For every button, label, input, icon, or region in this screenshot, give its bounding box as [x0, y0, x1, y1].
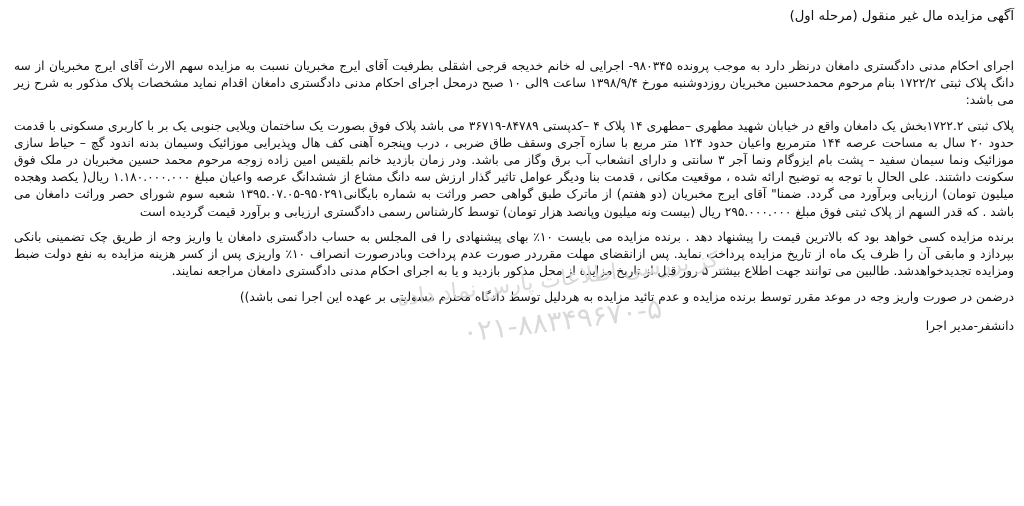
- notice-signature: دانشفر-مدیر اجرا: [925, 318, 1014, 333]
- watermark-text-company: مرکز بررسی اطلاعات پارس نماد داده: [395, 248, 725, 312]
- notice-paragraph-disclaimer: درضمن در صورت واریز وجه در موعد مقرر توسط برنده مزایده و عدم تائید مزایده به هردلیل توسط دادگاه محترم مسولیتی بر عهده این اجرا نمی باشد)): [239, 290, 1014, 305]
- watermark-text-phone: ۰۲۱-۸۸۳۴۹۶۷۰-۵: [460, 291, 664, 349]
- notice-paragraph-property-details: پلاک ثبتی ۱۷۲۲.۲بخش یک دامغان واقع در خیابان شهید مطهری –مطهری ۱۴ پلاک ۴ –کدپستی ۸۴۷۸۹-۳۶۷۱۹ می باشد پلاک فوق بصورت یک ساختمان ویلایی جنوبی یک بر با کاربری مسکونی با قدمت حدود ۲۰ سال به مساحت عرصه ۱۴۴ مترمربع واعیان حدود ۱۲۴ متر مربع با سازه آجری وسقف طاق ضربی ، درب وپنجره آهنی کف هال وپذیرایی موزائیک وسیمان بدنه اندود گچ – حیاط سازی موزائیک ونما سیمان سفید – پشت بام ایزوگام ونما آجر ۳ سانتی و دارای انشعاب آب برق وگاز می باشد. ودر زمان بازدید خانم بلقیس امین زاده زوجه مرحوم محمد حسین مخبریان در ملک فوق سکونت داشتند. علی الحال با توجه به توضیح ارائه شده ، موقعیت مکانی ، قدمت بنا ودیگر عوامل تاثیر گذار ارزش سه دانگ مشاع از ششدانگ عرصه واعیان مبلغ ۱.۱۸۰.۰۰۰.۰۰۰ ریال( یکصد وهجده میلیون تومان) ارزیابی وبرآورد می گردد. ضمنا" آقای ایرج مخبریان (دو هفتم) از ماترک طبق گواهی حصر وراثت به شماره بایگانی۹۵۰۲۹۱-۱۳۹۵.۰۷.۰۵ شعبه سوم شورای حصر وراثت دامغان می باشد . که قدر السهم از پلاک ثبتی فوق مبلغ ۲۹۵.۰۰۰.۰۰۰ ریال (بیست ونه میلیون وپانصد هزار تومان) توسط کارشناس رسمی دادگستری ارزیابی و برآورد قیمت گردیده است: [14, 118, 1014, 219]
- notice-paragraph-auction-terms: برنده مزایده کسی خواهد بود که بالاترین قیمت را پیشنهاد دهد . برنده مزایده می بایست ۱۰٪ بهای پیشنهادی را فی المجلس به حساب دادگستری دامغان یا واریز وجه از طریق چک تضمینی بانکی بپردازد و مابقی آن را ظرف یک ماه از تاریخ مزایده پرداخت نماید. پس ازانقضای مهلت مقرردر صورت عدم پرداخت وبادرصورت انصراف ۱۰٪ واریزی پس از کسر هزینه مزایده به نفع دولت ضبط ومزایده تجدیدخواهدشد. طالبین می توانند جهت اطلاع بیشتر ۵ روز قبل از تاریخ مزایده از محل مذکور بازدید و یا به اجرای احکام مدنی دادگستری دامغان مراجعه نمایند.: [14, 229, 1014, 279]
- notice-title: آگهی مزایده مال غیر منقول (مرحله اول): [789, 9, 1014, 24]
- notice-paragraph-intro: اجرای احکام مدنی دادگستری دامغان درنظر دارد به موجب پرونده ۹۸۰۳۴۵- اجرایی له خانم خدیجه فرجی اشقلی بطرفیت آقای ایرج مخبریان نسبت به مزایده سهم الارث آقای ایرج مخبریان از سه دانگ پلاک ثبتی ۱۷۲۲/۲ بنام مرحوم محمدحسین مخبریان روزدوشنبه مورخ ۱۳۹۸/۹/۴ ساعت ۹الی ۱۰ صبح درمحل اجرای احکام مدنی دادگستری دامغان اقدام نماید مشخصات پلاک مذکور به شرح زیر می باشد:: [14, 59, 1014, 108]
